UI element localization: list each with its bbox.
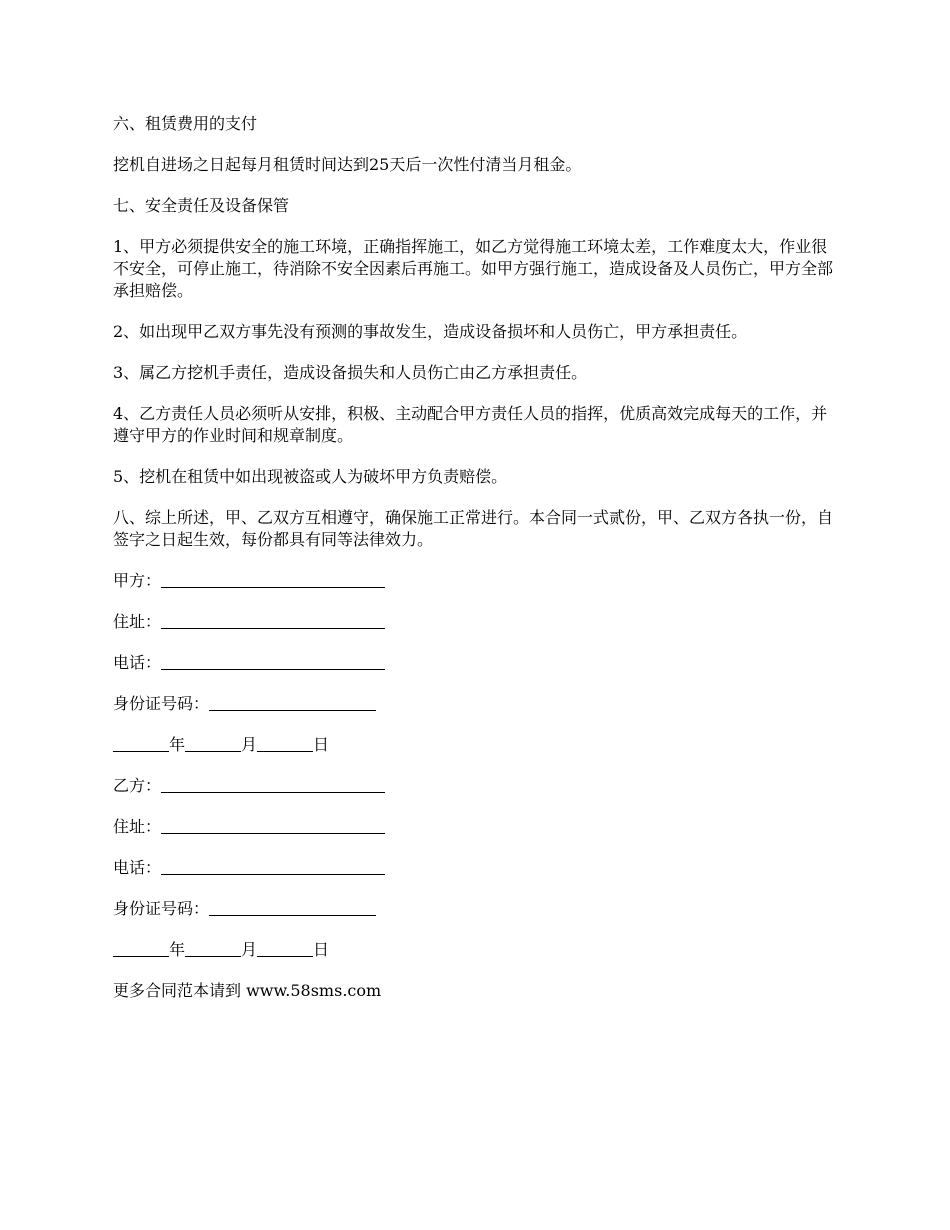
party-a-day-blank [257, 735, 313, 752]
party-b-name-label: 乙方： [113, 776, 162, 795]
party-b-phone-field [113, 857, 843, 879]
section-7-item-1: 1、甲方必须提供安全的施工环境，正确指挥施工，如乙方觉得施工环境太差，工作难度太大，作业很不安全，可停止施工，待消除不安全因素后再施工。如甲方强行施工，造成设备及人员伤亡，甲方全部承担赔偿。 [113, 237, 834, 300]
party-a-phone-label: 电话： [113, 653, 162, 672]
party-a-id-blank [209, 694, 376, 711]
party-a-name-field [113, 570, 843, 592]
party-a-year-blank [113, 735, 169, 752]
section-7-item-5: 5、挖机在租赁中如出现被盗或人为破坏甲方负责赔偿。 [113, 467, 508, 486]
party-a-id-label: 身份证号码： [113, 694, 210, 713]
party-a-address-label: 住址： [113, 612, 162, 631]
section-8-text: 八、综上所述，甲、乙双方互相遵守，确保施工正常进行。本合同一式贰份，甲、乙双方各执一份，自签字之日起生效，每份都具有同等法律效力。 [113, 508, 834, 549]
party-b-year-blank [113, 940, 169, 957]
section-7-heading: 七、安全责任及设备保管 [113, 196, 290, 215]
party-a-name-label: 甲方： [113, 571, 162, 590]
party-a-address-field [113, 611, 843, 633]
party-a-name-blank [161, 571, 385, 588]
party-b-year-label: 年 [169, 940, 186, 959]
party-a-month-label: 月 [241, 735, 258, 754]
party-a-date-field [113, 734, 843, 756]
party-b-phone-label: 电话： [113, 858, 162, 877]
party-b-name-field [113, 775, 843, 797]
party-b-id-blank [209, 899, 376, 916]
party-a-phone-field [113, 652, 843, 674]
party-b-day-label: 日 [313, 940, 330, 959]
section-6-heading: 六、租赁费用的支付 [113, 114, 258, 133]
party-b-phone-blank [161, 858, 385, 875]
party-a-id-field [113, 693, 843, 715]
party-b-address-label: 住址： [113, 817, 162, 836]
party-b-id-field [113, 898, 843, 920]
party-b-date-field [113, 939, 843, 961]
party-b-name-blank [161, 776, 385, 793]
party-b-address-blank [161, 817, 385, 834]
party-a-month-blank [185, 735, 241, 752]
party-b-month-blank [185, 940, 241, 957]
party-a-address-blank [161, 612, 385, 629]
section-6-text: 挖机自进场之日起每月租赁时间达到25天后一次性付清当月租金。 [113, 155, 582, 174]
party-a-year-label: 年 [169, 735, 186, 754]
party-a-day-label: 日 [313, 735, 330, 754]
document-body [113, 113, 843, 1021]
section-7-item-2: 2、如出现甲乙双方事先没有预测的事故发生，造成设备损坏和人员伤亡，甲方承担责任。 [113, 322, 748, 341]
party-b-id-label: 身份证号码： [113, 899, 210, 918]
party-b-day-blank [257, 940, 313, 957]
footer-text: 更多合同范本请到 www.58sms.com [113, 981, 382, 1000]
party-b-address-field [113, 816, 843, 838]
section-7-item-4: 4、乙方责任人员必须听从安排，积极、主动配合甲方责任人员的指挥，优质高效完成每天的工作，并遵守甲方的作业时间和规章制度。 [113, 404, 828, 445]
party-a-phone-blank [161, 653, 385, 670]
party-b-month-label: 月 [241, 940, 258, 959]
section-7-item-3: 3、属乙方挖机手责任，造成设备损失和人员伤亡由乙方承担责任。 [113, 363, 588, 382]
